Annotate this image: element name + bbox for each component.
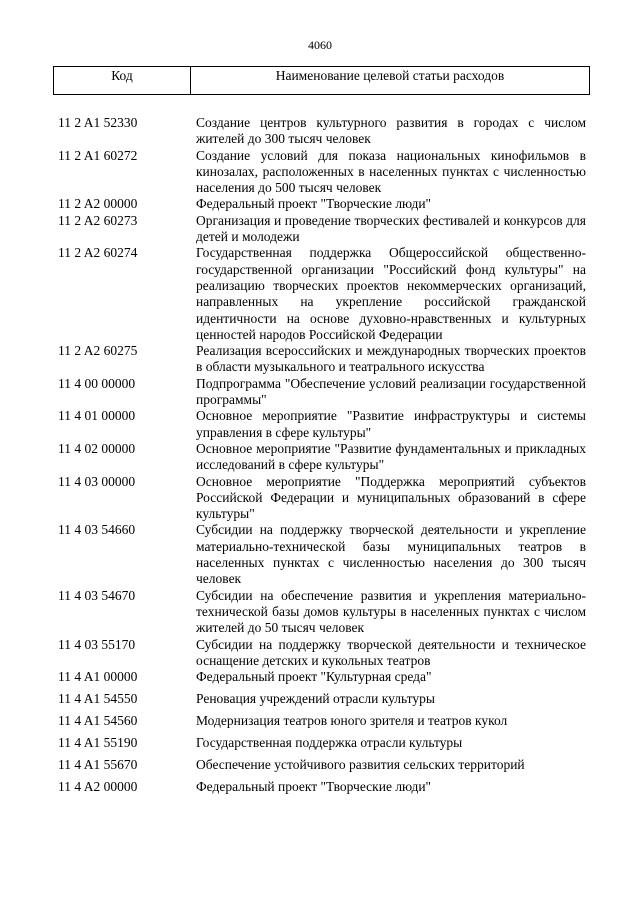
- row-code: 11 4 00 00000: [58, 375, 136, 391]
- row-code: 11 2 A1 52330: [58, 115, 138, 130]
- table-row: [58, 376, 586, 409]
- row-code: 11 4 02 00000: [58, 440, 136, 456]
- row-code: 11 2 A2 60275: [58, 343, 138, 359]
- row-code: 11 2 A2 60274: [58, 245, 138, 261]
- table-row: [58, 115, 586, 148]
- row-name: Основное мероприятие "Развитие фундаментальных и прикладных исследований в сфере культуры": [196, 440, 586, 473]
- row-name: Субсидии на поддержку творческой деятельности и укрепление материально-технической базы муниципальных театров в населенных пунктах с численностью населения до 300 тысяч человек: [196, 522, 586, 587]
- row-name: Реализация всероссийских и международных творческих проектов в области музыкального и театрального искусства: [196, 343, 586, 375]
- table-row: [58, 474, 586, 523]
- row-code: 11 4 A1 00000: [58, 669, 138, 685]
- table-row: [58, 669, 586, 685]
- table-row: [58, 637, 586, 670]
- table-row: [58, 735, 586, 751]
- table-row: [58, 522, 586, 587]
- row-code: 11 4 03 00000: [58, 473, 136, 489]
- row-code: 11 2 A1 60272: [58, 147, 138, 163]
- table-row: [58, 213, 586, 246]
- row-name: Реновация учреждений отрасли культуры: [196, 691, 435, 707]
- row-name: Федеральный проект "Творческие люди": [196, 196, 432, 212]
- row-name: Создание условий для показа национальных кинофильмов в кинозалах, расположенных в населенных пунктах с численностью населения до 500 тысяч человек: [196, 147, 586, 196]
- row-code: 11 4 03 54660: [58, 522, 136, 538]
- row-code: 11 4 A1 54550: [58, 691, 138, 707]
- table-row: [58, 691, 586, 707]
- row-code: 11 2 A2 00000: [58, 196, 138, 212]
- row-name: Основное мероприятие "Поддержка мероприятий субъектов Российской Федерации и муниципальных образований в сфере культуры": [196, 473, 586, 522]
- table-row: [58, 343, 586, 376]
- row-name: Государственная поддержка отрасли культуры: [196, 735, 463, 751]
- page-number: 4060: [308, 38, 332, 52]
- name-column-header: Наименование целевой статьи расходов: [275, 68, 505, 83]
- budget-items-list: [58, 115, 586, 795]
- row-name: Субсидии на поддержку творческой деятельности и техническое оснащение детских и кукольных театров: [196, 636, 586, 668]
- row-name: Обеспечение устойчивого развития сельских территорий: [196, 757, 525, 773]
- row-code: 11 4 A1 55670: [58, 757, 138, 773]
- row-code: 11 2 A2 60273: [58, 212, 138, 228]
- table-row: [58, 779, 586, 795]
- row-name: Федеральный проект "Творческие люди": [196, 779, 432, 795]
- row-name: Подпрограмма "Обеспечение условий реализации государственной программы": [196, 375, 586, 408]
- row-name: Государственная поддержка Общероссийской общественно-государственной организации "Российский фонд культуры" на реализацию творческих проектов некоммерческих организаций, направленных на укрепление российской гражданской идентичности на основе духовно-нравственных и культурных ценностей народов Российской Федерации: [196, 245, 586, 342]
- row-name: Создание центров культурного развития в городах с числом жителей до 300 тысяч человек: [196, 115, 586, 147]
- row-name: Федеральный проект "Культурная среда": [196, 669, 432, 685]
- table-row: [58, 441, 586, 474]
- table-row: [58, 408, 586, 441]
- row-code: 11 4 A1 54560: [58, 713, 138, 729]
- code-column-header: Код: [54, 67, 191, 94]
- row-code: 11 4 03 55170: [58, 636, 136, 652]
- row-code: 11 4 03 54670: [58, 587, 136, 603]
- row-code: 11 4 A2 00000: [58, 779, 138, 795]
- row-name: Основное мероприятие "Развитие инфраструктуры и системы управления в сфере культуры": [196, 408, 586, 440]
- row-name: Модернизация театров юного зрителя и театров кукол: [196, 713, 508, 729]
- row-name: Субсидии на обеспечение развития и укрепления материально-технической базы домов культуры в населенных пунктах с числом жителей до 50 тысяч человек: [196, 587, 586, 636]
- row-code: 11 4 01 00000: [58, 408, 136, 424]
- table-row: [58, 588, 586, 637]
- table-row: [58, 245, 586, 343]
- table-row: [58, 757, 586, 773]
- table-row: [58, 713, 586, 729]
- table-header: [53, 66, 590, 95]
- table-row: [58, 196, 586, 212]
- row-code: 11 4 A1 55190: [58, 735, 138, 751]
- row-name: Организация и проведение творческих фестивалей и конкурсов для детей и молодежи: [196, 212, 586, 245]
- table-row: [58, 148, 586, 197]
